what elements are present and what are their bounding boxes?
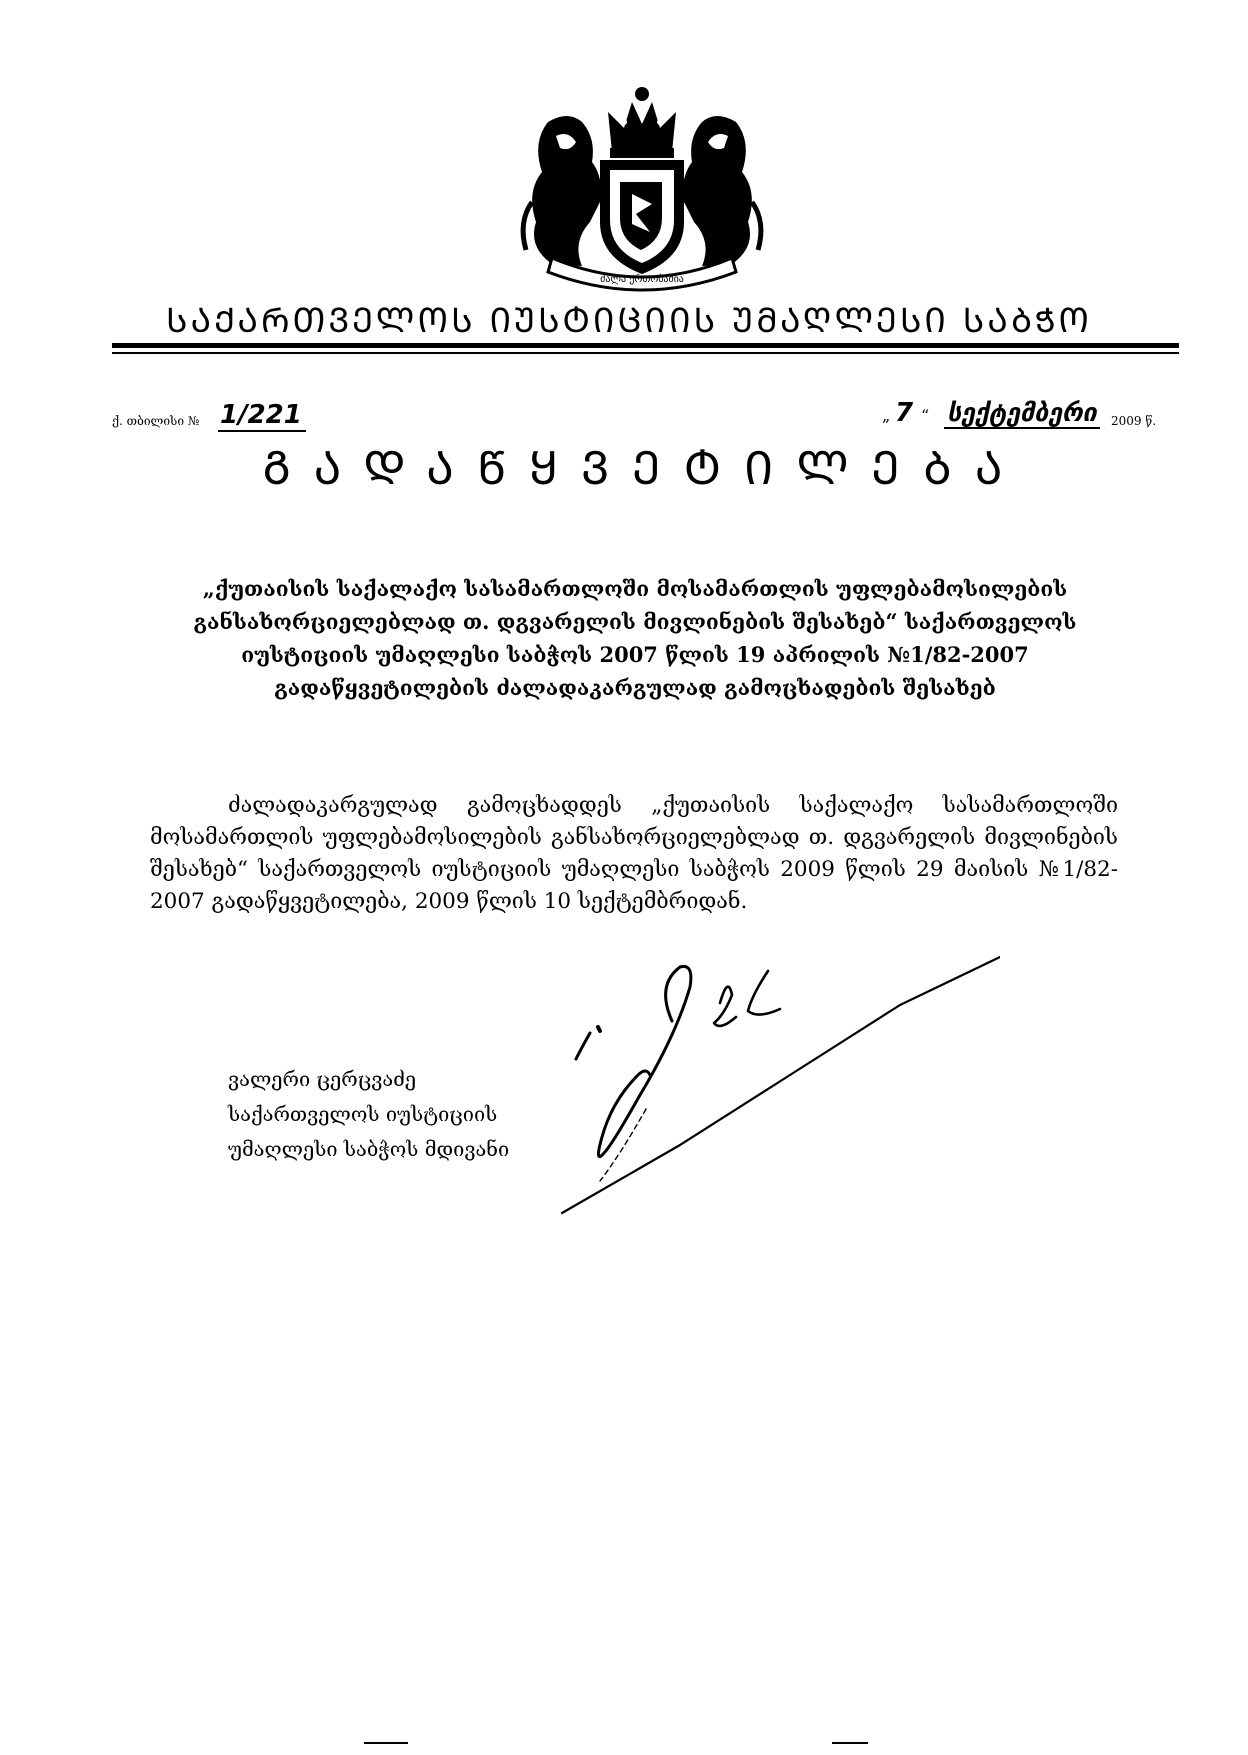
scan-mark	[832, 1742, 868, 1744]
signatory-position-line1: საქართველოს იუსტიციის	[228, 1102, 498, 1126]
header-rule-thin	[112, 352, 1179, 354]
date-month: სექტემბერი	[944, 398, 1100, 429]
document-body: ძალადაკარგულად გამოცხადდეს „ქუთაისის საქალაქო სასამართლოში მოსამართლის უფლებამოსილების განსახორციელებლად თ. დგვარელის მივლინების შესახებ“ საქართველოს იუსტიციის უმაღლესი საბჭოს 2009 წლის 29 მაისის №1/82-2007 გადაწყვეტილება, 2009 წლის 10 სექტემბრიდან.	[150, 793, 1118, 914]
lion-supporter-right-icon	[683, 116, 761, 266]
header-rule-thick	[112, 343, 1179, 348]
date-day: 7	[895, 398, 914, 428]
date-year: 2009 წ.	[1111, 414, 1157, 428]
signatory-name: ვალერი ცერცვაძე	[228, 1067, 417, 1091]
coat-of-arms-emblem	[512, 82, 772, 292]
signatory-position-line2: უმაღლესი საბჭოს მდივანი	[228, 1137, 510, 1161]
institution-name: ᲡᲐᲥᲐᲠᲗᲕᲔᲚᲝᲡ ᲘᲣᲡᲢᲘᲪᲘᲘᲡ ᲣᲛᲐᲦᲚᲔᲡᲘ ᲡᲐᲑᲭᲝ	[166, 301, 1092, 341]
signatory-block	[228, 1062, 509, 1167]
lion-supporter-left-icon	[523, 116, 601, 266]
document-type-title: ᲒᲐᲓᲐᲬᲧᲕᲔᲢᲘᲚᲔᲑᲐ	[262, 441, 1026, 495]
document-subject: „ქუთაისის საქალაქო სასამართლოში მოსამართლის უფლებამოსილების განსახორციელებლად თ. დგვარელის მივლინების შესახებ“ საქართველოს იუსტიციის უმაღლესი საბჭოს 2007 წლის 19 აპრილის №1/82-2007 გადაწყვეტილების ძალადაკარგულად გამოცხადების შესახებ	[193, 576, 1077, 700]
registration-number: 1/221	[218, 400, 306, 432]
shield-icon	[600, 160, 684, 274]
registration-number-label: ქ. თბილისი №	[112, 414, 200, 428]
crown-icon	[608, 87, 676, 158]
date-quote-open: „	[882, 406, 891, 425]
motto-text: ძალა ერთობაშია	[600, 274, 684, 285]
date-quote-close: “	[921, 406, 930, 425]
scan-mark	[364, 1742, 408, 1744]
handwritten-signature	[560, 955, 1000, 1217]
